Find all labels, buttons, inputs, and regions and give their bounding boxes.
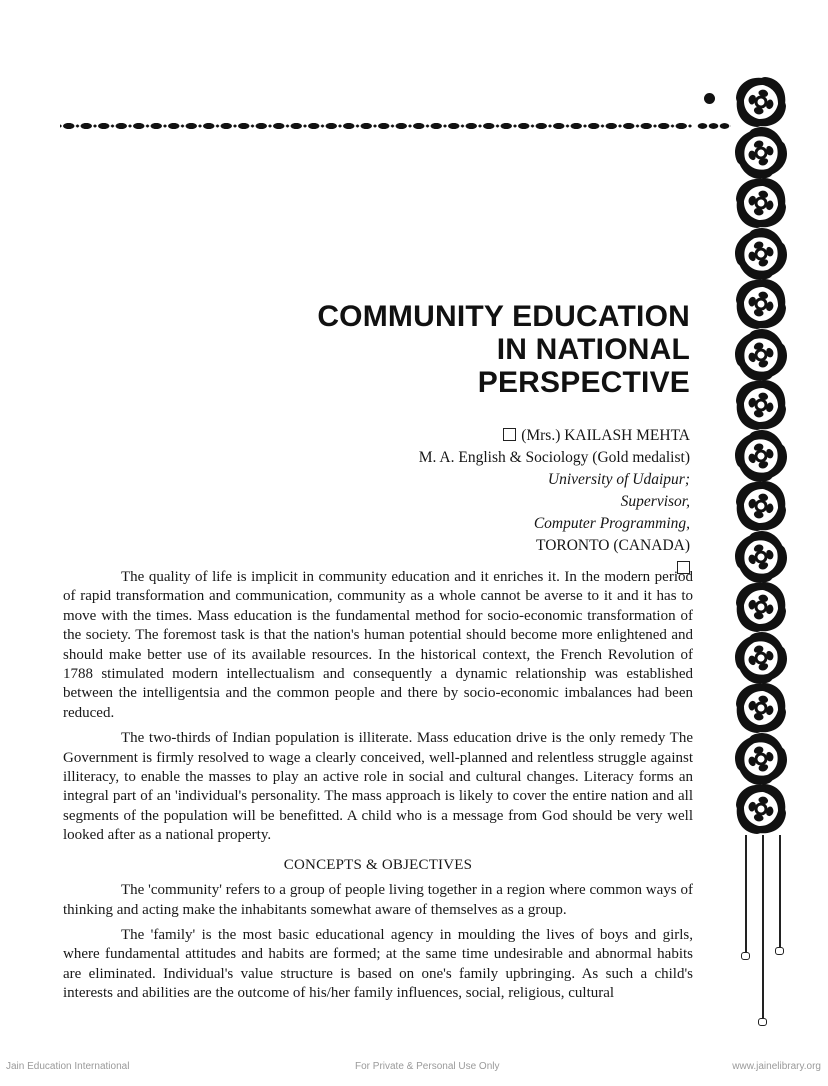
paisley-ring-icon <box>733 478 789 534</box>
paisley-ring-icon <box>733 428 789 484</box>
title-line-2: IN NATIONAL <box>496 333 690 366</box>
footer-usage-notice: For Private & Personal Use Only <box>355 1061 500 1072</box>
section-paragraph-1: The 'community' refers to a group of people living together in a region where common ways of thinking and acting make the inhabitants somewhat aware of themselves as a group. <box>63 882 693 918</box>
paisley-ring-icon <box>733 327 789 383</box>
pendant-line-middle <box>762 835 764 1018</box>
paragraph-2: The two-thirds of Indian population is illiterate. Mass education drive is the only remedy The Government is firmly resolved to wage a clearly conceived, well-planned and relentless struggle against illiteracy, to enable the masses to play an active role in social and cultural changes. Literacy forms an integral part of an 'individual's personality. The mass approach is likely to cover the entire nation and all segments of the population will be benefitted. A child who is a message from God should be very well looked after as a national property. <box>63 730 693 844</box>
author-role: Supervisor, <box>620 493 690 510</box>
paisley-ring-icon <box>733 579 789 635</box>
pendant-line-left <box>745 835 747 953</box>
paisley-ring-icon <box>733 529 789 585</box>
paisley-ring-icon <box>733 731 789 787</box>
article-body <box>63 568 693 1004</box>
pendant-end-right <box>775 947 784 955</box>
footer-website-link[interactable]: www.jainelibrary.org <box>732 1061 821 1072</box>
paisley-ring-icon <box>733 630 789 686</box>
paisley-ring-icon <box>733 781 789 837</box>
footer-publisher: Jain Education International <box>6 1061 130 1072</box>
paisley-ring-icon <box>733 125 789 181</box>
paisley-ring-icon <box>733 74 789 130</box>
paisley-ring-icon <box>733 377 789 433</box>
author-qualification: M. A. English & Sociology (Gold medalist) <box>418 449 690 466</box>
top-dash-dot-rule <box>60 122 692 130</box>
author-university: University of Udaipur; <box>547 471 690 488</box>
paisley-ring-icon <box>733 276 789 332</box>
section-paragraph-2: The 'family' is the most basic educational agency in moulding the lives of boys and girls, where fundamental attitudes and habits are formed; at the same time undesirable and abnormal habits are eliminated. Individual's value structure is based on one's family upbringing. As such a child's interests and abilities are the outcome of his/her family influences, social, religious, cultural <box>63 926 693 1002</box>
pendant-end-middle <box>758 1018 767 1026</box>
author-location: TORONTO (CANADA) <box>536 537 690 554</box>
paisley-ring-icon <box>733 226 789 282</box>
section-heading: CONCEPTS & OBJECTIVES <box>283 856 473 873</box>
paisley-ring-icon <box>733 175 789 231</box>
article-title <box>317 300 690 399</box>
author-department: Computer Programming, <box>533 515 690 532</box>
paisley-ornament-border <box>733 74 793 834</box>
pendant-line-right <box>779 835 781 947</box>
paisley-ring-icon <box>733 680 789 736</box>
pendant-end-left <box>741 952 750 960</box>
pendant-lines-ornament <box>735 835 795 1035</box>
top-rule-tail <box>697 122 731 130</box>
author-byline <box>419 425 690 581</box>
paragraph-1: The quality of life is implicit in community education and it enriches it. In the modern period of rapid transformation and communication, community as a whole cannot be averse to it and it has to move with the times. Mass education is the fundamental method for socio-economic transformation of the society. The foremost task is that the nation's human potential should become more enlightened and should make better use of its available resources. In the historical context, the French Revolution of 1788 stimulated modern intellectualism and consequently a dynamic relationship was established between the intelligentsia and the common people and there by socio-economic imbalances had been reduced. <box>63 569 693 721</box>
author-name: (Mrs.) KAILASH MEHTA <box>521 427 690 444</box>
page-footer <box>0 1061 828 1075</box>
title-line-3: PERSPECTIVE <box>477 366 690 399</box>
ornament-dot <box>704 93 715 104</box>
square-bullet-icon <box>503 428 516 441</box>
title-line-1: COMMUNITY EDUCATION <box>317 300 690 333</box>
